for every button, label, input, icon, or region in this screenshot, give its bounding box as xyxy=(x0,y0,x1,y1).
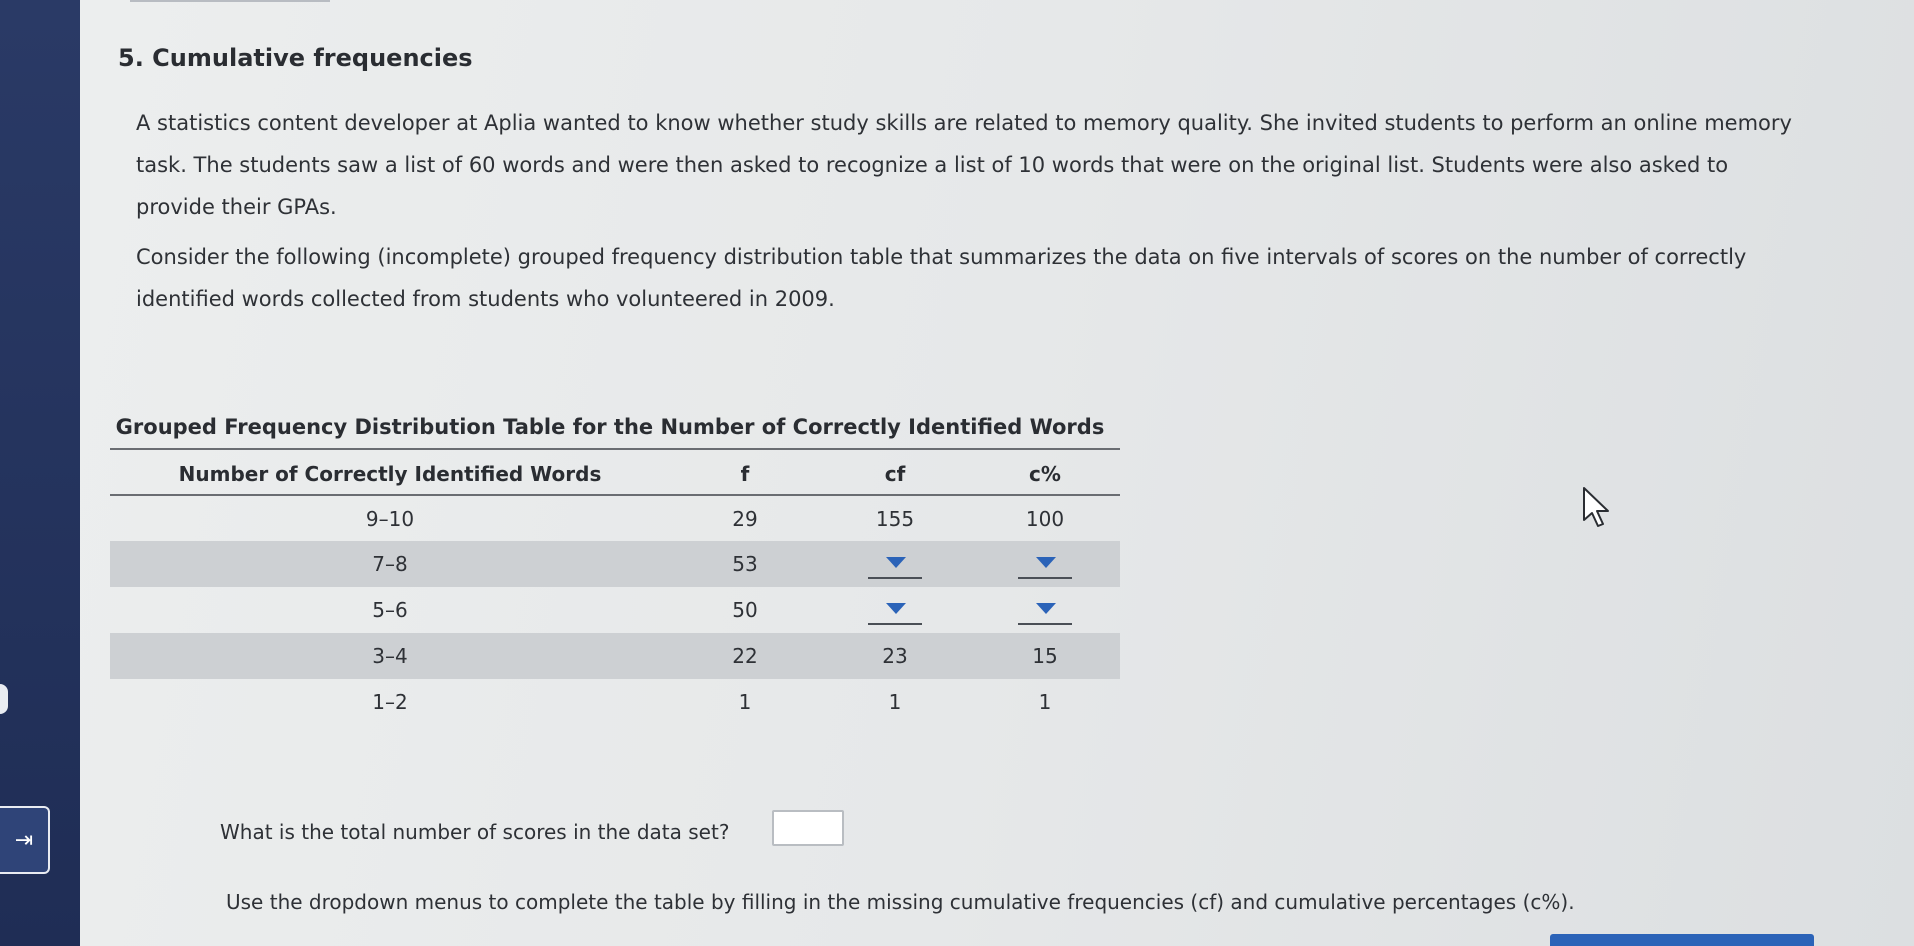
frequency-table-container xyxy=(110,412,1130,725)
row-cf: 155 xyxy=(875,506,915,531)
table-row xyxy=(110,633,1120,679)
mouse-cursor-icon xyxy=(1580,486,1616,530)
cf-dropdown-7-8[interactable] xyxy=(868,549,922,579)
row-f: 1 xyxy=(738,690,752,714)
row-cp-cell xyxy=(970,587,1120,633)
dropdown-arrow-icon xyxy=(886,557,906,568)
table-row xyxy=(110,679,1120,725)
dropdown-arrow-icon xyxy=(1036,557,1056,568)
exit-arrow-icon: ⇥ xyxy=(14,827,34,853)
row-cp: 15 xyxy=(970,633,1120,679)
row-cf: 23 xyxy=(820,633,970,679)
cf-dropdown-5-6[interactable] xyxy=(868,595,922,625)
submit-button[interactable] xyxy=(1550,934,1814,946)
row-cp: 100 xyxy=(1025,506,1065,531)
row-label: 3–4 xyxy=(110,633,670,679)
frequency-table xyxy=(110,448,1120,725)
dropdown-arrow-icon xyxy=(1036,603,1056,614)
table-caption: Grouped Frequency Distribution Table for the Number of Correctly Identified Words xyxy=(115,415,1105,439)
row-f: 22 xyxy=(670,633,820,679)
row-label: 1–2 xyxy=(372,690,408,714)
row-label: 5–6 xyxy=(372,598,408,622)
left-sidebar xyxy=(0,0,80,946)
row-f: 50 xyxy=(732,598,758,622)
row-label: 9–10 xyxy=(365,506,415,531)
question-paragraph-2: Consider the following (incomplete) grouped frequency distribution table that summarizes the data on five intervals of scores on the number of correctly identified words collected from students who volunteered in 2009. xyxy=(136,245,1747,311)
question-page xyxy=(80,0,1914,946)
row-cp: 1 xyxy=(1038,690,1052,714)
row-cf-cell xyxy=(820,541,970,587)
table-row xyxy=(110,541,1120,587)
total-question: What is the total number of scores in the data set? xyxy=(220,820,730,844)
top-divider xyxy=(130,0,330,2)
header-cf: cf xyxy=(820,449,970,495)
dropdown-arrow-icon xyxy=(886,603,906,614)
row-cf: 1 xyxy=(888,690,902,714)
sidebar-handle[interactable] xyxy=(0,684,8,714)
cp-dropdown-5-6[interactable] xyxy=(1018,595,1072,625)
row-cp-cell xyxy=(970,541,1120,587)
side-exit-tab[interactable] xyxy=(0,806,50,874)
dropdown-instructions: Use the dropdown menus to complete the table by filling in the missing cumulative frequencies (cf) and cumulative percentages (c%). xyxy=(226,890,1575,914)
row-cf-cell xyxy=(820,587,970,633)
row-label: 7–8 xyxy=(110,541,670,587)
row-f: 53 xyxy=(670,541,820,587)
header-label: Number of Correctly Identified Words xyxy=(110,449,670,495)
question-title: 5. Cumulative frequencies xyxy=(118,44,473,72)
question-paragraph-1: A statistics content developer at Aplia wanted to know whether study skills are related to memory quality. She invited students to perform an online memory task. The students saw a list of 60 words and were then asked to recognize a list of 10 words that were on the original list. Students were also asked to provide their GPAs. xyxy=(136,111,1792,219)
table-row xyxy=(110,495,1120,541)
row-f: 29 xyxy=(732,506,758,531)
table-header-row xyxy=(110,449,1120,495)
header-cp: c% xyxy=(970,449,1120,495)
table-row xyxy=(110,587,1120,633)
cp-dropdown-7-8[interactable] xyxy=(1018,549,1072,579)
header-f: f xyxy=(670,449,820,495)
total-scores-input[interactable] xyxy=(772,810,844,846)
